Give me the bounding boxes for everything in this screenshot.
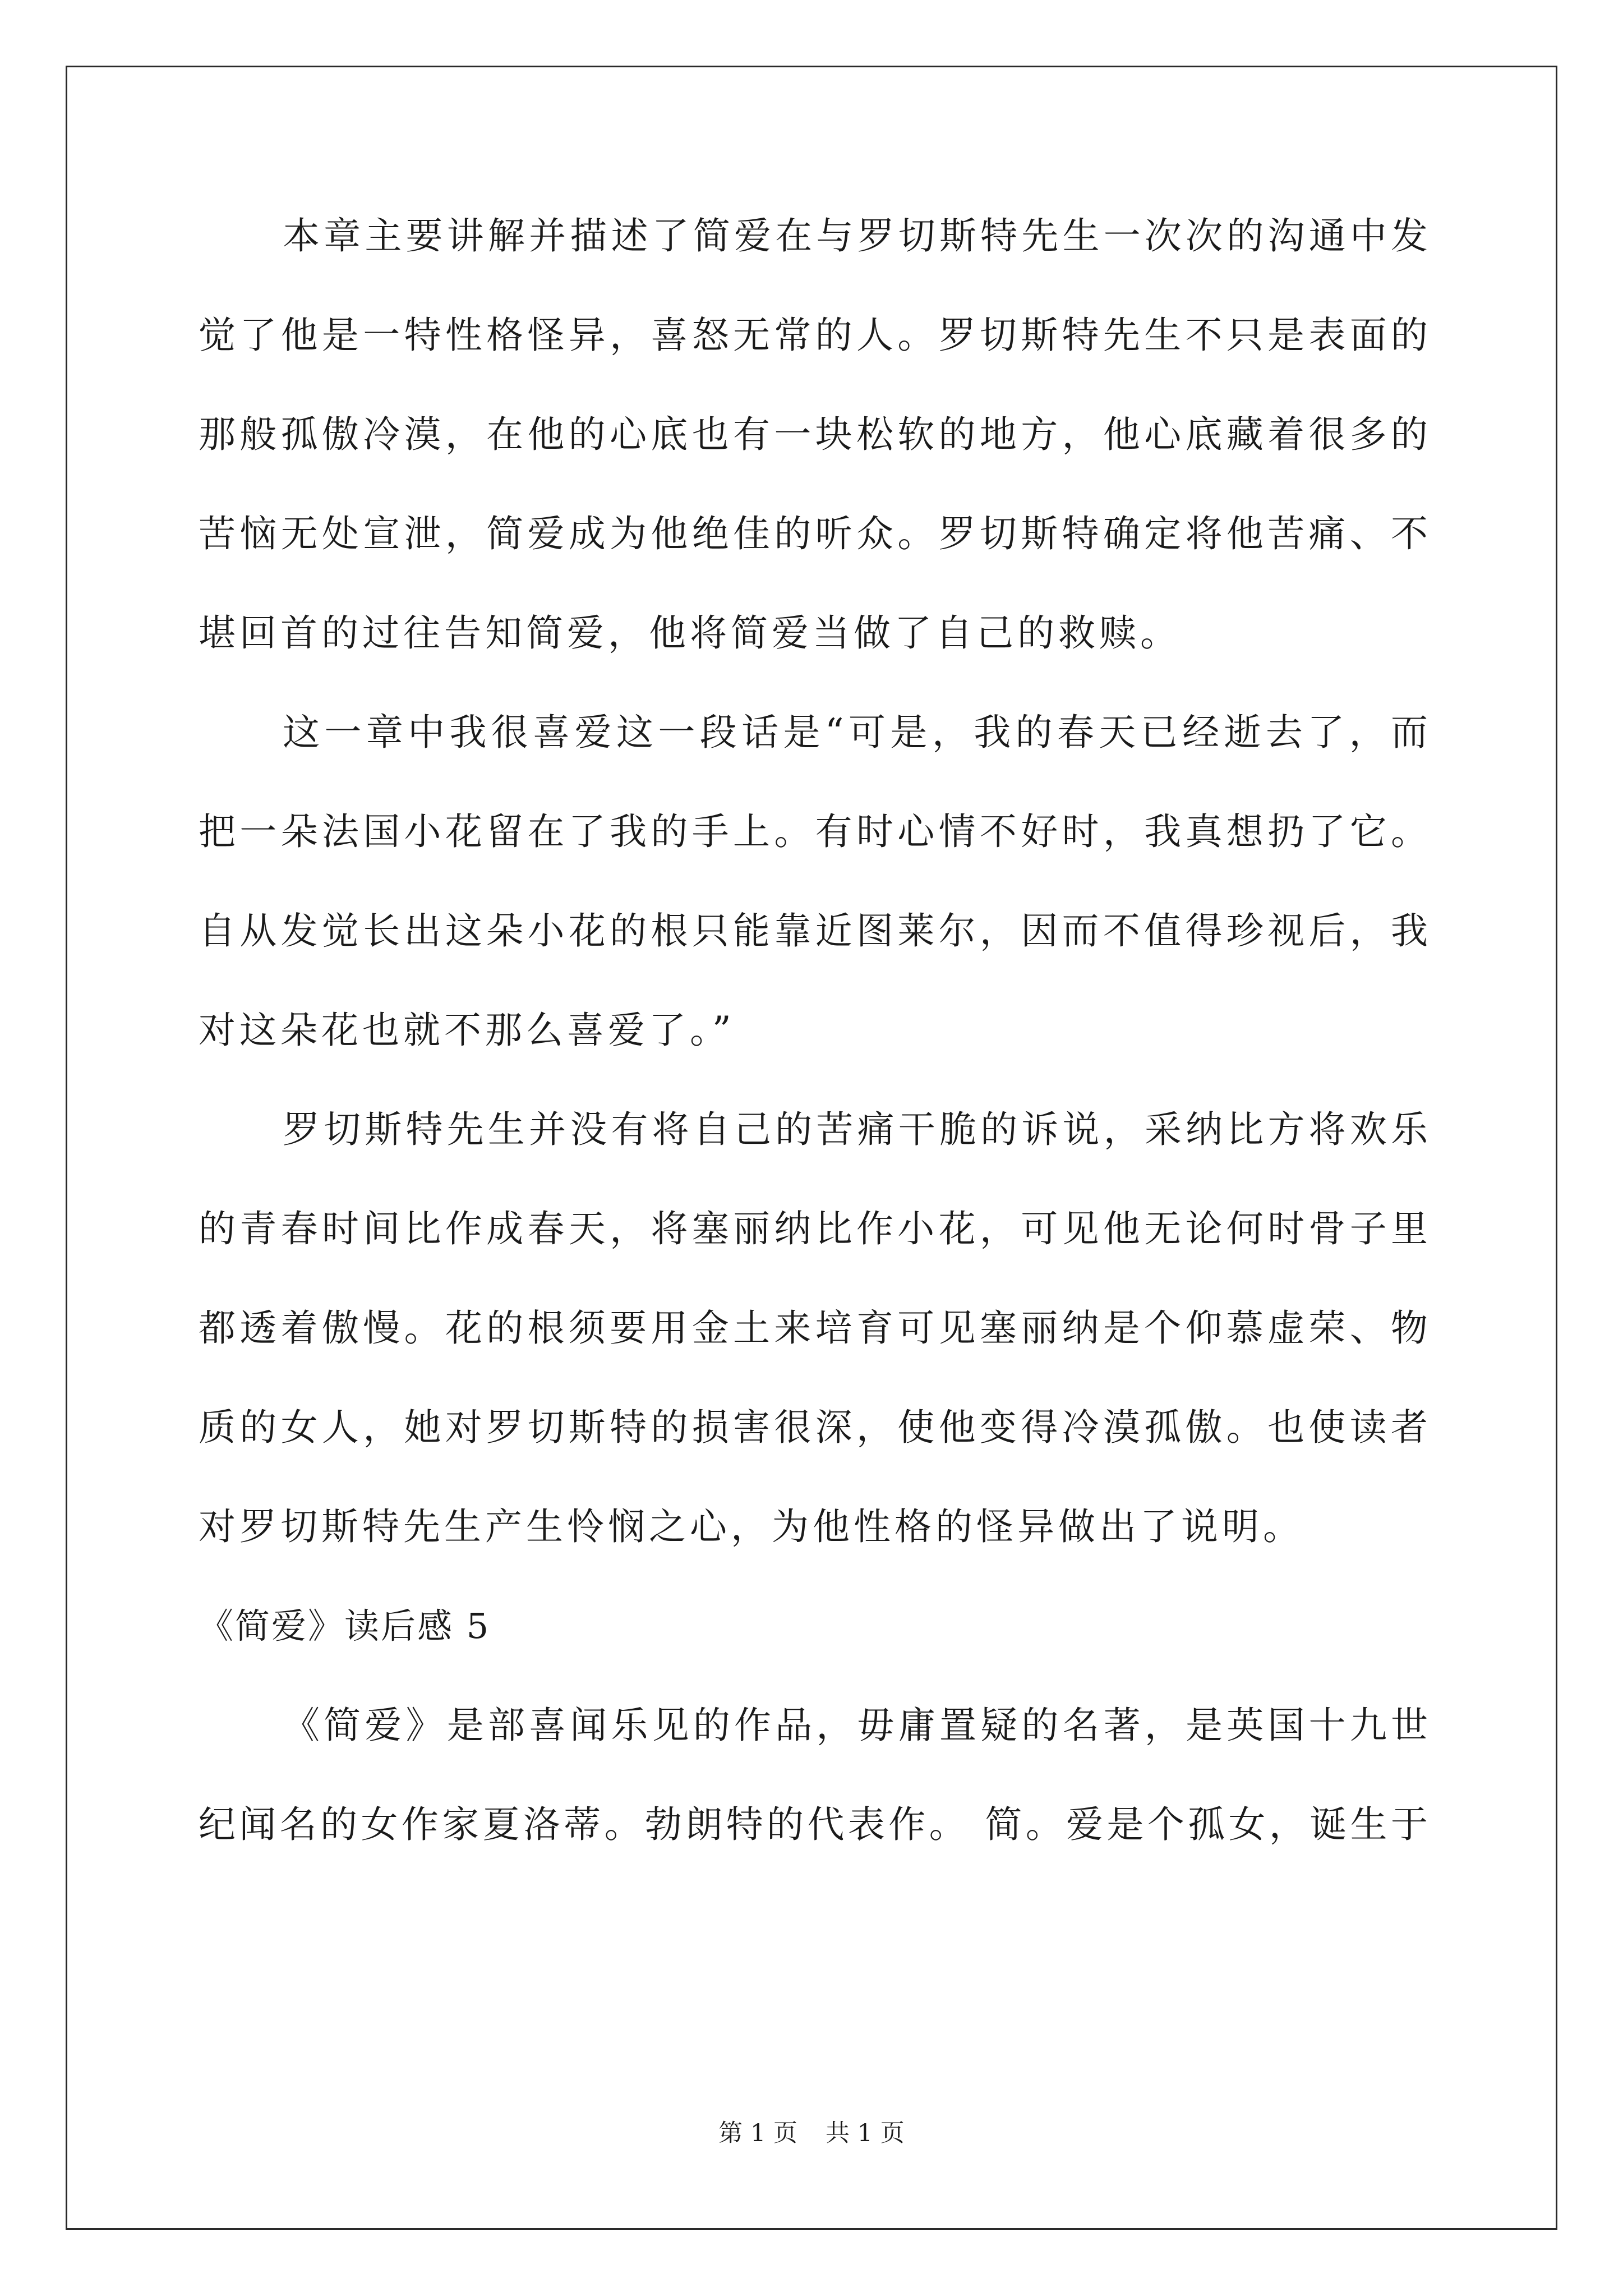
paragraph-4-line-1: 《简爱》是部喜闻乐见的作品，毋庸置疑的名著，是英国十九世 [283, 1704, 1428, 1747]
document-body [199, 214, 1428, 1904]
page-number-label: 第 1 页 [718, 2119, 797, 2147]
paragraph-1-line-1: 本章主要讲解并描述了简爱在与罗切斯特先生一次次的沟通中发 [283, 214, 1428, 257]
page-footer [0, 2119, 1623, 2147]
paragraph-2-line-1: 这一章中我很喜爱这一段话是“可是，我的春天已经逝去了，而 [283, 711, 1428, 754]
section-heading: 《简爱》读后感 5 [199, 1605, 491, 1646]
paragraph-1-line-5: 堪回首的过往告知简爱，他将简爱当做了自己的救赎。 [199, 611, 1181, 655]
paragraph-3-line-4: 质的女人，她对罗切斯特的损害很深，使他变得冷漠孤傲。也使读者 [199, 1406, 1428, 1449]
paragraph-1-line-3: 那般孤傲冷漠，在他的心底也有一块松软的地方，他心底藏着很多的 [199, 413, 1428, 456]
paragraph-2-line-2: 把一朵法国小花留在了我的手上。有时心情不好时，我真想扔了它。 [199, 810, 1428, 853]
paragraph-4-line-2: 纪闻名的女作家夏洛蒂。勃朗特的代表作。 简。爱是个孤女，诞生于 [199, 1803, 1428, 1846]
paragraph-3-line-5: 对罗切斯特先生产生怜悯之心，为他性格的怪异做出了说明。 [199, 1505, 1304, 1548]
paragraph-3-line-2: 的青春时间比作成春天，将塞丽纳比作小花，可见他无论何时骨子里 [199, 1207, 1428, 1250]
paragraph-2-line-4: 对这朵花也就不那么喜爱了。” [199, 1009, 735, 1052]
page-total-label: 共 1 页 [826, 2119, 905, 2147]
paragraph-3-line-1: 罗切斯特先生并没有将自己的苦痛干脆的诉说，采纳比方将欢乐 [283, 1108, 1428, 1151]
paragraph-2-line-3: 自从发觉长出这朵小花的根只能靠近图莱尔，因而不值得珍视后，我 [199, 909, 1428, 953]
paragraph-1-line-2: 觉了他是一特性格怪异，喜怒无常的人。罗切斯特先生不只是表面的 [199, 314, 1428, 357]
paragraph-3-line-3: 都透着傲慢。花的根须要用金土来培育可见塞丽纳是个仰慕虚荣、物 [199, 1306, 1428, 1350]
paragraph-1-line-4: 苦恼无处宣泄，简爱成为他绝佳的听众。罗切斯特确定将他苦痛、不 [199, 512, 1428, 555]
